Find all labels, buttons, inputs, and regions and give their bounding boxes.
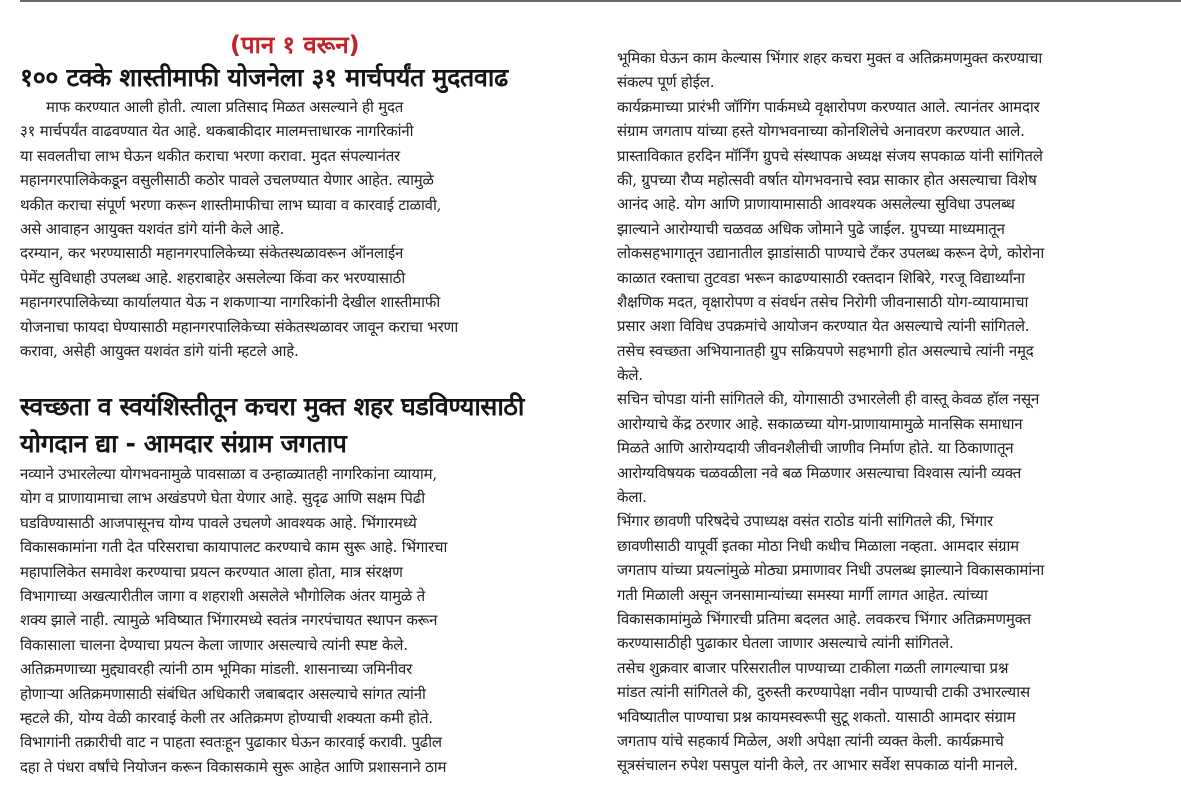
body-line: महापालिकेत समावेश करण्याचा प्रयत्न करण्यात आला होता, मात्र संरक्षण <box>20 562 403 581</box>
body-line: करण्यासाठीही पुढाकार घेतला जाणार असल्याचे त्यांनी सांगितले. <box>617 634 954 653</box>
body-line: या सवलतीचा लाभ घेऊन थकीत कराचा भरणा करावा. मुदत संपल्यानंतर <box>20 146 400 165</box>
body-line: संग्राम जगताप यांच्या हस्ते योगभवनाच्या कोनशिलेचे अनावरण करण्यात आले. <box>617 122 1025 141</box>
body-line: थकीत कराचा संपूर्ण भरणा करून शास्तीमाफीचा लाभ घ्यावा व कारवाई टाळावी, <box>20 195 442 214</box>
body-line: योजनाचा फायदा घेण्यासाठी महानगरपालिकेच्या संकेतस्थळावर जावून कराचा भरणा <box>20 317 459 336</box>
body-line: मांडत त्यांनी सांगितले की, दुरुस्ती करण्यापेक्षा नवीन पाण्याची टाकी उभारल्यास <box>617 683 1030 702</box>
body-line: विकासाला चालना देण्याचा प्रयत्न केला जाणार असल्याचे त्यांनी स्पष्ट केले. <box>20 635 408 654</box>
article-2-body <box>20 462 447 779</box>
body-line: म्हटले की, योग्य वेळी कारवाई केली तर अतिक्रमण होण्याची शक्यता कमी होते. <box>20 708 433 727</box>
continued-from-page-label: (पान १ वरून) <box>230 31 360 59</box>
body-line: विकासकामांमुळे भिंगारची प्रतिमा बदलत आहे. लवकरच भिंगार अतिक्रमणमुक्त <box>617 609 1031 628</box>
body-line: सूत्रसंचालन रुपेश पसपुल यांनी केले, तर आभार सर्वेश सपकाळ यांनी मानले. <box>617 756 1018 775</box>
body-line: घडविण्यासाठी आजपासूनच योग्य पावले उचलणे आवश्यक आहे. भिंगारमध्ये <box>20 513 417 532</box>
body-line: शक्य झाले नाही. त्यामुळे भविष्यात भिंगारमध्ये स्वतंत्र नगरपंचायत स्थापन करून <box>20 611 438 630</box>
body-line: विभागांनी तक्रारीची वाट न पाहता स्वतःहून पुढाकार घेऊन कारवाई करावी. पुढील <box>20 733 442 752</box>
body-line: जगताप यांचे सहकार्य मिळेल, अशी अपेक्षा त्यांनी व्यक्त केली. कार्यक्रमाचे <box>617 731 1004 750</box>
body-line: विकासकामांना गती देत परिसराचा कायापालट करण्याचे काम सुरू आहे. भिंगारचा <box>20 538 448 557</box>
body-line: महानगरपालिकेकडून वसुलीसाठी कठोर पावले उचलण्यात येणार आहेत. त्यामुळे <box>20 171 434 190</box>
body-line: असे आवाहन आयुक्त यशवंत डांगे यांनी केले आहे. <box>20 219 285 238</box>
body-line: दरम्यान, कर भरण्यासाठी महानगरपालिकेच्या संकेतस्थळावरून ऑनलाईन <box>20 244 404 263</box>
article-1-body <box>20 95 458 363</box>
body-line: झाल्याने आरोग्याची चळवळ अधिक जोमाने पुढे जाईल. ग्रुपच्या माध्यमातून <box>617 219 1005 238</box>
body-line: तसेच शुक्रवार बाजार परिसरातील पाण्याच्या टाकीला गळती लागल्याचा प्रश्न <box>617 658 1009 677</box>
body-line: विभागाच्या अखत्यारीतील जागा व शहराशी असलेले भौगोलिक अंतर यामुळे ते <box>20 586 425 605</box>
body-line: प्रास्ताविकात हरदिन मॉर्निंग ग्रुपचे संस्थापक अध्यक्ष संजय सपकाळ यांनी सांगितले <box>617 146 1043 165</box>
top-divider-rule <box>20 0 1181 2</box>
article-2-headline <box>20 388 524 462</box>
body-line: भिंगार छावणी परिषदेचे उपाध्यक्ष वसंत राठोड यांनी सांगितले की, भिंगार <box>617 512 993 531</box>
article-2-headline-line-2: योगदान द्या - आमदार संग्राम जगताप <box>20 429 347 458</box>
body-line: मिळते आणि आरोग्यदायी जीवनशैलीची जाणीव निर्माण होते. या ठिकाणातून <box>617 439 1014 458</box>
article-2-headline-line-1: स्वच्छता व स्वयंशिस्तीतून कचरा मुक्त शहर घडविण्यासाठी <box>20 392 524 421</box>
body-line: योग व प्राणायामाचा लाभ अखंडपणे घेता येणार आहे. सुदृढ आणि सक्षम पिढी <box>20 489 425 508</box>
body-line: केले. <box>617 366 643 385</box>
body-line: छावणीसाठी यापूर्वी इतका मोठा निधी कधीच मिळाला नव्हता. आमदार संग्राम <box>617 536 1019 555</box>
article-1-headline: १०० टक्के शास्तीमाफी योजनेला ३१ मार्चपर्यंत मुदतवाढ <box>20 63 508 92</box>
body-line: काळात रक्ताचा तुटवडा भरून काढण्यासाठी रक्तदान शिबिरे, गरजू विद्यार्थ्यांना <box>617 268 1025 287</box>
body-line: अतिक्रमणाच्या मुद्द्यावरही त्यांनी ठाम भूमिका मांडली. शासनाच्या जमिनीवर <box>20 660 413 679</box>
body-line: तसेच स्वच्छता अभियानातही ग्रुप सक्रियपणे सहभागी होत असल्याचे त्यांनी नमूद <box>617 341 1034 360</box>
body-line: गती मिळाली असून जनसामान्यांच्या समस्या मार्गी लागत आहेत. त्यांच्या <box>617 585 988 604</box>
body-line: कार्यक्रमाच्या प्रारंभी जॉगिंग पार्कमध्ये वृक्षारोपण करण्यात आले. त्यानंतर आमदार <box>617 97 1040 116</box>
body-line: लोकसहभागातून उद्यानातील झाडांसाठी पाण्याचे टँकर उपलब्ध करून देणे, कोरोना <box>617 244 1045 263</box>
body-line: करावा, असेही आयुक्त यशवंत डांगे यांनी म्हटले आहे. <box>20 341 299 360</box>
body-line: आरोग्याचे केंद्र ठरणार आहे. सकाळच्या योग-प्राणायामामुळे मानसिक समाधान <box>617 414 1023 433</box>
body-line: भविष्यातील पाण्याचा प्रश्न कायमस्वरूपी सुटू शकतो. यासाठी आमदार संग्राम <box>617 707 1016 726</box>
body-line: माफ करण्यात आली होती. त्याला प्रतिसाद मिळत असल्याने ही मुदत <box>46 98 404 116</box>
body-line: जगताप यांच्या प्रयत्नांमुळे मोठ्या प्रमाणावर निधी उपलब्ध झाल्याने विकासकामांना <box>617 561 1045 580</box>
body-line: भूमिका घेऊन काम केल्यास भिंगार शहर कचरा मुक्त व अतिक्रमणमुक्त करण्याचा <box>617 49 1043 67</box>
body-line: होणाऱ्या अतिक्रमणासाठी संबंधित अधिकारी जबाबदार असल्याचे सांगत त्यांनी <box>20 684 426 703</box>
body-line: नव्याने उभारलेल्या योगभवनामुळे पावसाळा व उन्हाळ्यातही नागरिकांना व्यायाम, <box>20 465 437 483</box>
body-line: पेमेंट सुविधाही उपलब्ध आहे. शहराबाहेर असलेल्या किंवा कर भरण्यासाठी <box>20 268 406 287</box>
body-line: की, ग्रुपच्या रौप्य महोत्सवी वर्षात योगभवनाचे स्वप्न साकार होत असल्याचा विशेष <box>617 170 1037 189</box>
body-line: महानगरपालिकेच्या कार्यालयात येऊ न शकणाऱ्या नागरिकांनी देखील शास्तीमाफी <box>20 293 441 312</box>
article-2-body-continued <box>617 46 1044 802</box>
body-line: संकल्प पूर्ण होईल. <box>617 73 715 92</box>
body-line: ३१ मार्चपर्यंत वाढवण्यात येत आहे. थकबाकीदार मालमत्ताधारक नागरिकांनी <box>20 122 414 141</box>
body-line: आनंद आहे. योग आणि प्राणायामासाठी आवश्यक असलेल्या सुविधा उपलब्ध <box>617 195 1015 214</box>
body-line: शैक्षणिक मदत, वृक्षारोपण व संवर्धन तसेच निरोगी जीवनासाठी योग-व्यायामाचा <box>617 292 1029 311</box>
body-line: सचिन चोपडा यांनी सांगितले की, योगासाठी उभारलेली ही वास्तू केवळ हॉल नसून <box>617 390 1040 409</box>
body-line: प्रसार अशा विविध उपक्रमांचे आयोजन करण्यात येत असल्याचे त्यांनी सांगितले. <box>617 317 1030 336</box>
body-line: आरोग्यविषयक चळवळीला नवे बळ मिळणार असल्याचा विश्वास त्यांनी व्यक्त <box>617 463 1022 482</box>
body-line <box>617 778 1044 802</box>
body-line: दहा ते पंधरा वर्षांचे नियोजन करून विकासकामे सुरू आहेत आणि प्रशासनाने ठाम <box>20 757 447 776</box>
body-line: केला. <box>617 488 647 507</box>
